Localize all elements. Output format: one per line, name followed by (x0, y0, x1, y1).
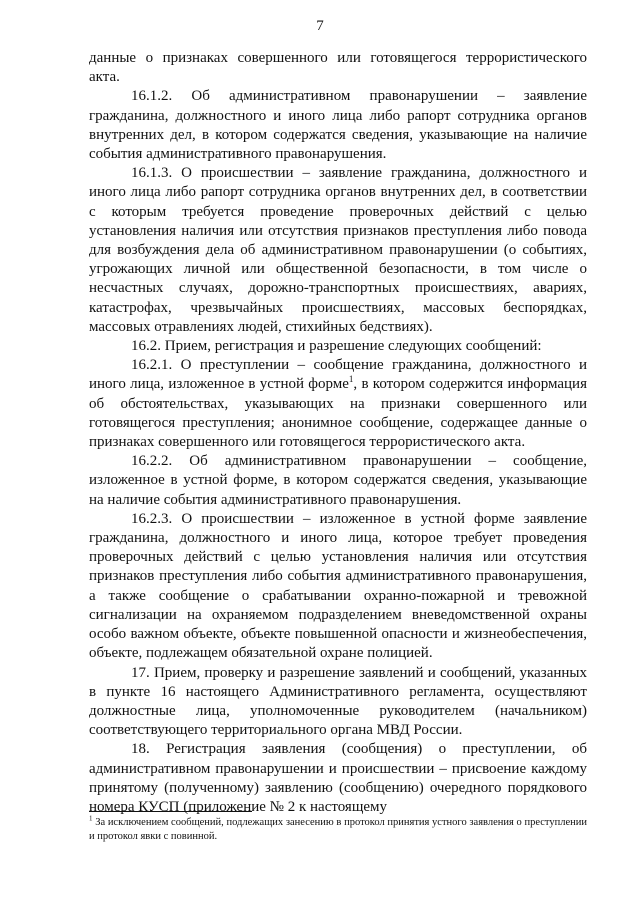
paragraph-16-1-2: 16.1.2. Об административном правонарушении – заявление гражданина, должностного и иного лица либо рапорт сотрудника органов внутренних дел, в котором содержатся сведения, указывающие на наличие события административного правонарушения. (89, 88, 587, 163)
paragraph-16-2-1-text-end: , в котором содержится информация об обстоятельствах, указывающих на признаки совершенного или готовящегося преступления; анонимное сообщение, содержащее данные о признаках совершенного или готовящегося террористического акта. (89, 376, 587, 451)
footnote (89, 816, 587, 844)
footnote-text: За исключением сообщений, подлежащих занесению в протокол принятия устного заявления о преступлении и протокол явки с повинной. (89, 817, 587, 842)
paragraph-17: 17. Прием, проверку и разрешение заявлений и сообщений, указанных в пункте 16 настоящего Административного регламента, осуществляют должностные лица, уполномоченные руководителем (начальником) соответствующего территориального органа МВД России. (89, 664, 587, 739)
paragraph-16-2-2: 16.2.2. Об административном правонарушении – сообщение, изложенное в устной форме, в котором содержатся сведения, указывающие на наличие события административного правонарушения. (89, 453, 587, 508)
footnote-separator (89, 811, 252, 812)
page-number: 7 (316, 18, 324, 34)
body-text (89, 49, 587, 817)
paragraph-18: 18. Регистрация заявления (сообщения) о преступлении, об административном правонарушении и происшествии – присвоение каждому принятому (полученному) заявлению (сообщению) очередного порядкового номера КУСП (приложение № 2 к настоящему (89, 741, 587, 815)
paragraph-16-2-1 (89, 356, 587, 452)
footnote-reference-mark: 1 (348, 374, 354, 385)
footnote-mark: 1 (89, 814, 93, 823)
paragraph-16-2: 16.2. Прием, регистрация и разрешение следующих сообщений: (131, 338, 542, 355)
paragraph-16-1-3: 16.1.3. О происшествии – заявление гражданина, должностного и иного лица либо рапорт сотрудника органов внутренних дел, в соответствии с которым требуется проведение проверочных действий с целью установления наличия или отсутствия признаков преступления либо повода для возбуждения дела об административном правонарушении (о событиях, угрожающих личной или общественной безопасности, в том числе о несчастных случаях, дорожно-транспортных происшествиях, авариях, катастрофах, чрезвычайных происшествиях, массовых беспорядках, массовых отравлениях людей, стихийных бедствиях). (89, 165, 587, 335)
paragraph-16-2-1-text-start: 16.2.1. О преступлении – сообщение гражданина, должностного и иного лица, изложенное в устной форме (89, 357, 587, 393)
paragraph-16-2-3: 16.2.3. О происшествии – изложенное в устной форме заявление гражданина, должностного и иного лица, которое требует проведения проверочных действий с целью установления наличия или отсутствия признаков преступления либо события административного правонарушения, а также сообщение о срабатывании охранно-пожарной и тревожной сигнализации на охраняемом подразделением вневедомственной охраны особо важном объекте, объекте повышенной опасности и жизнеобеспечения, объекте, подлежащем обязательной охране полицией. (89, 510, 587, 662)
paragraph-continuation: данные о признаках совершенного или готовящегося террористического акта. (89, 50, 587, 86)
